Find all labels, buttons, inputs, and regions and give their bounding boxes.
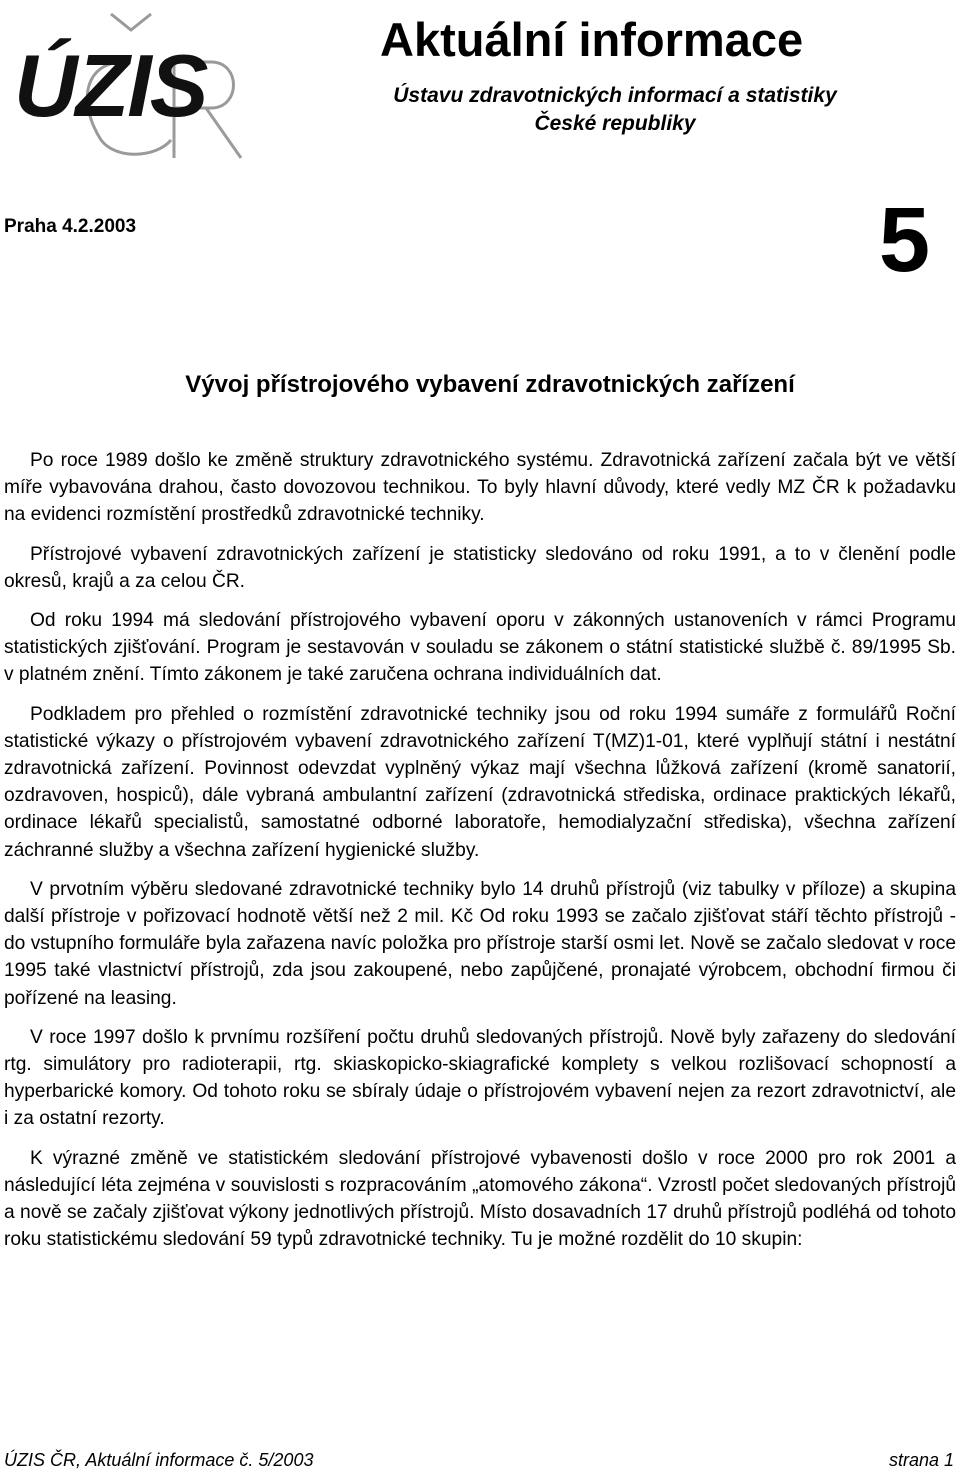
subtitle-line-2: České republiky <box>534 112 696 135</box>
issue-number: 5 <box>878 189 930 291</box>
paragraph-3: Od roku 1994 má sledování přístrojového vybavení oporu v zákonných ustanoveních v rámci Programu statistických zjišťování. Program je sestavován v souladu se zákonem o státní statistické službě č. 89/1995 Sb. v platném znění. Tímto zákonem je také zaručena ochrana individuálních dat. <box>4 610 956 686</box>
uzis-logo <box>6 0 276 160</box>
footer-page-number: strana 1 <box>888 1450 954 1470</box>
paragraph-7: K výrazné změně ve statistickém sledování přístrojové vybavenosti došlo v roce 2000 pro rok 2001 a následující léta zejména v souvislosti s rozpracováním „atomového zákona“. Vzrostl počet sledovaných přístrojů a nově se začaly zjišťovat výkony jednotlivých přístrojů. Místo dosavadních 17 druhů přístrojů podléhá od tohoto roku statistickému sledování 59 typů zdravotnické techniky. Tu je možné rozdělit do 10 skupin: <box>4 1147 956 1251</box>
paragraph-6: V roce 1997 došlo k prvnímu rozšíření počtu druhů sledovaných přístrojů. Nově byly zařazeny do sledování rtg. simulátory pro radioterapii, rtg. skiaskopicko-skiagrafické komplety s velkou rozlišovací schopností a hyperbarické komory. Od tohoto roku se sbíraly údaje o přístrojovém vybavení nejen za rezort zdravotnictví, ale i za ostatní rezorty. <box>4 1026 956 1130</box>
subtitle-line-1: Ústavu zdravotnických informací a statistiky <box>393 84 837 107</box>
article-body <box>4 447 956 1265</box>
paragraph-2: Přístrojové vybavení zdravotnických zařízení je statisticky sledováno od roku 1991, a to v členění podle okresů, krajů a za celou ČR. <box>4 543 956 592</box>
paragraph-1: Po roce 1989 došlo ke změně struktury zdravotnického systému. Zdravotnická zařízení začala být ve větší míře vybavována drahou, často dovozovou technikou. To byly hlavní důvody, které vedly MZ ČR k požadavku na evidenci rozmístění prostředků zdravotnické techniky. <box>4 450 956 526</box>
place-date: Praha 4.2.2003 <box>4 216 137 237</box>
page-subtitle <box>350 82 880 138</box>
page-title: Aktuální informace <box>380 13 804 66</box>
svg-text:ÚZIS: ÚZIS <box>14 36 207 135</box>
paragraph-4: Podkladem pro přehled o rozmístění zdravotnické techniky jsou od roku 1994 sumáře z formulářů Roční statistické výkazy o přístrojovém vybavení zdravotnického zařízení T(MZ)1-01, které vyplňují státní i nestátní zdravotnická zařízení. Povinnost odevzdat vyplněný výkaz mají všechna lůžková zařízení (kromě sanatorií, ozdravoven, hospiců), dále vybraná ambulantní zařízení (zdravotnická střediska, ordinace praktických lékařů, ordinace lékařů specialistů, samostatné odborné laboratoře, hemodialyzační střediska), všechna zařízení záchranné služby a všechna zařízení hygienické služby. <box>4 703 956 861</box>
paragraph-5: V prvotním výběru sledované zdravotnické techniky bylo 14 druhů přístrojů (viz tabulky v příloze) a skupina další přístroje v pořizovací hodnotě větší než 2 mil. Kč Od roku 1993 se začalo zjišťovat stáří těchto přístrojů - do vstupního formuláře byla zařazena navíc položka pro přístroje starší osmi let. Nově se začalo sledovat v roce 1995 také vlastnictví přístrojů, zda jsou zakoupené, nebo zapůjčené, pronajaté výrobcem, obchodní firmou či pořízené na leasing. <box>4 878 956 1009</box>
section-heading: Vývoj přístrojového vybavení zdravotnických zařízení <box>185 371 795 398</box>
footer-publication: ÚZIS ČR, Aktuální informace č. 5/2003 <box>4 1450 314 1470</box>
